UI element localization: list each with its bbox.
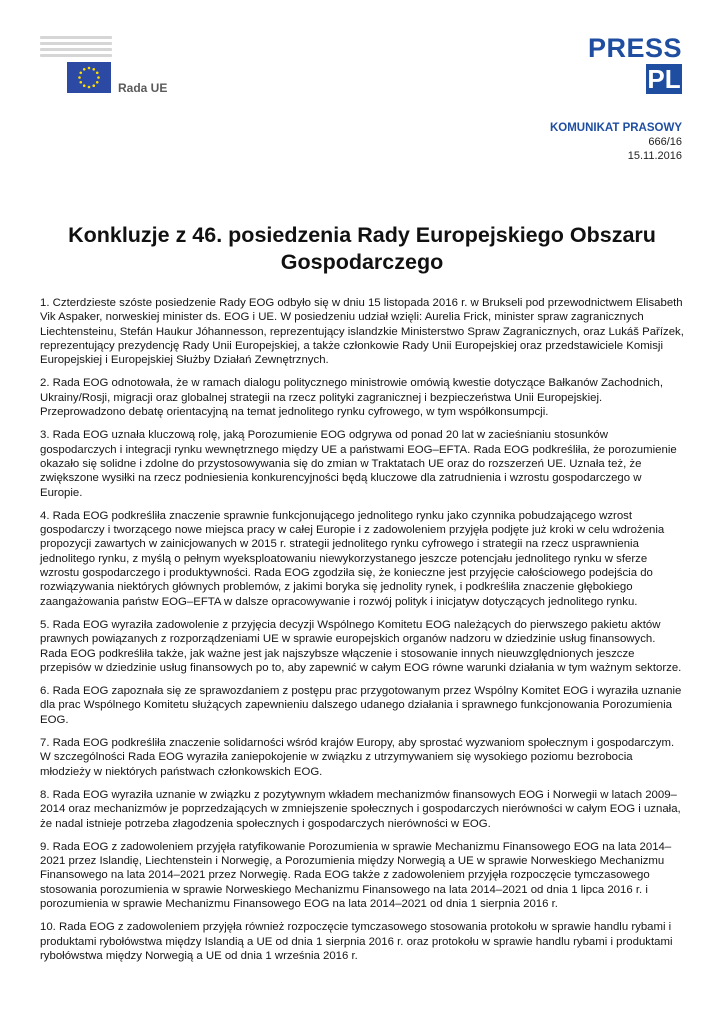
release-label: KOMUNIKAT PRASOWY <box>549 122 682 134</box>
eu-flag-star <box>92 84 95 87</box>
press-logo-language: PL <box>647 64 681 94</box>
paragraph-1: 1. Czterdzieste szóste posiedzenie Rady EOG odbyło się w dniu 15 listopada 2016 r. w Brukseli pod przewodnictwem Elisabeth Vik Aspaker, norweskiej minister ds. EOG i UE. W posiedzeniu udział wzięli: Aurelia Frick, minister spraw zagranicznych Liechtensteinu, Stefán Haukur Jóhannesson, reprezentujący islandzkie Ministerstwo Spraw Zagranicznych, oraz Lukáš Pařízek, reprezentujący prezydencję Rady Unii Europejskiej, a także członkowie Rady Unii Europejskiej oraz przedstawiciele Komisji Europejskiej i Europejskiej Służby Działań Zewnętrznych. <box>40 297 684 367</box>
eu-flag-star <box>88 86 91 89</box>
eu-flag-star <box>96 71 99 74</box>
organization-name: Rada UE <box>118 81 168 95</box>
release-meta <box>550 121 682 163</box>
paragraph-10: 10. Rada EOG z zadowoleniem przyjęła również rozpoczęcie tymczasowego stosowania protokołu w sprawie handlu rybami i produktami rybołówstwa między Islandią a UE od dnia 1 sierpnia 2016 r. oraz protokołu w sprawie handlu rybami i produktami rybołówstwa między Norwegią a UE od dnia 1 września 2016 r. <box>40 921 673 962</box>
eu-flag-star <box>83 68 86 71</box>
eu-flag-star <box>83 84 86 87</box>
eu-flag-star <box>78 76 81 79</box>
eu-flag-star <box>88 67 91 70</box>
eu-flag-star <box>79 81 82 84</box>
paragraph-9: 9. Rada EOG z zadowoleniem przyjęła ratyfikowanie Porozumienia w sprawie Mechanizmu Finansowego EOG na lata 2014–2021 przez Islandię, Liechtenstein i Norwegię, a Porozumienia między Norwegią a UE w sprawie Norweskiego Mechanizmu Finansowego na lata 2014–2021 przez Norwegię. Rada EOG także z zadowoleniem przyjęła rozpoczęcie tymczasowego stosowania porozumienia w sprawie Norweskiego Mechanizmu Finansowego na lata 2014–2021 od dnia 1 lipca 2016 r. i porozumienia w sprawie Mechanizmu Finansowego EOG na lata 2014–2021 od dnia 1 sierpnia 2016 r. <box>40 840 672 910</box>
paragraph-8: 8. Rada EOG wyraziła uznanie w związku z pozytywnym wkładem mechanizmów finansowych EOG i Norwegii w latach 2009–2014 oraz mechanizmów je poprzedzających w zmniejszenie społecznych i gospodarczych nierówności w całym EOG i uznała, że nadal istnieje potrzeba złagodzenia społecznych i gospodarczych nierówności w EOG. <box>40 788 681 830</box>
page-header <box>0 0 724 162</box>
paragraph-3: 3. Rada EOG uznała kluczową rolę, jaką Porozumienie EOG odgrywa od ponad 20 lat w zacieśnianiu stosunków gospodarczych i integracji rynku wewnętrznego między UE a państwami EOG–EFTA. Rada EOG podkreśliła, że porozumienie okazało się solidne i zdolne do przystosowywania się do zmian w Traktatach UE oraz do rozszerzeń UE. Uznała też, że zwiększone wysiłki na rzecz podniesienia konkurencyjności będą kluczowe dla zatrudnienia i wzrostu gospodarczego w Europie. <box>40 429 677 499</box>
page-title: Konkluzje z 46. posiedzenia Rady Europejskiego Obszaru Gospodarczego <box>68 223 656 275</box>
eu-flag-star <box>96 81 99 84</box>
eu-flag-star <box>97 76 100 79</box>
council-logo-graphic <box>40 36 112 60</box>
eu-flag-icon <box>67 62 111 93</box>
paragraph-2: 2. Rada EOG odnotowała, że w ramach dialogu politycznego ministrowie omówią kwestie dotyczące Bałkanów Zachodnich, Ukrainy/Rosji, migracji oraz globalnej strategii na rzecz polityki zagranicznej i bezpieczeństwa Unii Europejskiej. Przeprowadzono debatę orientacyjną na temat jednolitego rynku cyfrowego, w tym współkonsumpcji. <box>40 377 664 419</box>
press-logo-word: PRESS <box>587 33 682 63</box>
paragraph-7: 7. Rada EOG podkreśliła znaczenie solidarności wśród krajów Europy, aby sprostać wyzwaniom społecznym i gospodarczym. W szczególności Rada EOG wyraziła zaniepokojenie w związku z utrzymywaniem się wysokiego poziomu bezrobocia młodzieży w niektórych państwach członkowskich EOG. <box>40 737 675 778</box>
eu-flag-star <box>92 68 95 71</box>
release-number: 666/16 <box>648 136 682 148</box>
eu-flag-star <box>79 71 82 74</box>
paragraph-5: 5. Rada EOG wyraziła zadowolenie z przyjęcia decyzji Wspólnego Komitetu EOG należących do pierwszego pakietu aktów prawnych powiązanych z rozporządzeniami UE w sprawie europejskich organów nadzoru w dziedzinie usług finansowych. Rada EOG podkreśliła także, jak ważne jest jak najszybsze włączenie i stosowanie innych nieuwzględnionych jeszcze przepisów w dziedzinie usług finansowych po to, aby zapewnić w całym EOG równe warunki działania w tym ważnym sektorze. <box>40 618 682 674</box>
document-body <box>40 296 684 972</box>
paragraph-4: 4. Rada EOG podkreśliła znaczenie sprawnie funkcjonującego jednolitego rynku jako czynnika pobudzającego wzrost gospodarczy i tworzącego nowe miejsca pracy w całej Europie i z zadowoleniem przyjęła podjęte już kroki w celu wdrożenia propozycji zawartych w zainicjowanych w 2015 r. strategii jednolitego rynku cyfrowego i strategii na rzecz usprawnienia jednolitego rynku, z myślą o pełnym wyeksploatowaniu niewykorzystanego jeszcze potencjału jednolitego rynku w sferze wzrostu gospodarczego i produktywności. Rada EOG zgodziła się, że konieczne jest przyjęcie całościowego podejścia do rozwiązywania niektórych głównych problemów, z jakimi boryka się jednolity rynek, i podkreśliła znaczenie głębokiego zaangażowania państw EOG–EFTA w dalsze opracowywanie i rozwój polityk i inicjatyw dotyczących jednolitego rynku. <box>40 509 665 608</box>
release-date: 15.11.2016 <box>627 150 682 162</box>
paragraph-6: 6. Rada EOG zapoznała się ze sprawozdaniem z postępu prac przygotowanym przez Wspólny Komitet EOG i wyraziła uznanie dla prac Wspólnego Komitetu służących zapewnieniu dalszego udanego działania i sprawnego funkcjonowania Porozumienia EOG. <box>40 685 682 726</box>
